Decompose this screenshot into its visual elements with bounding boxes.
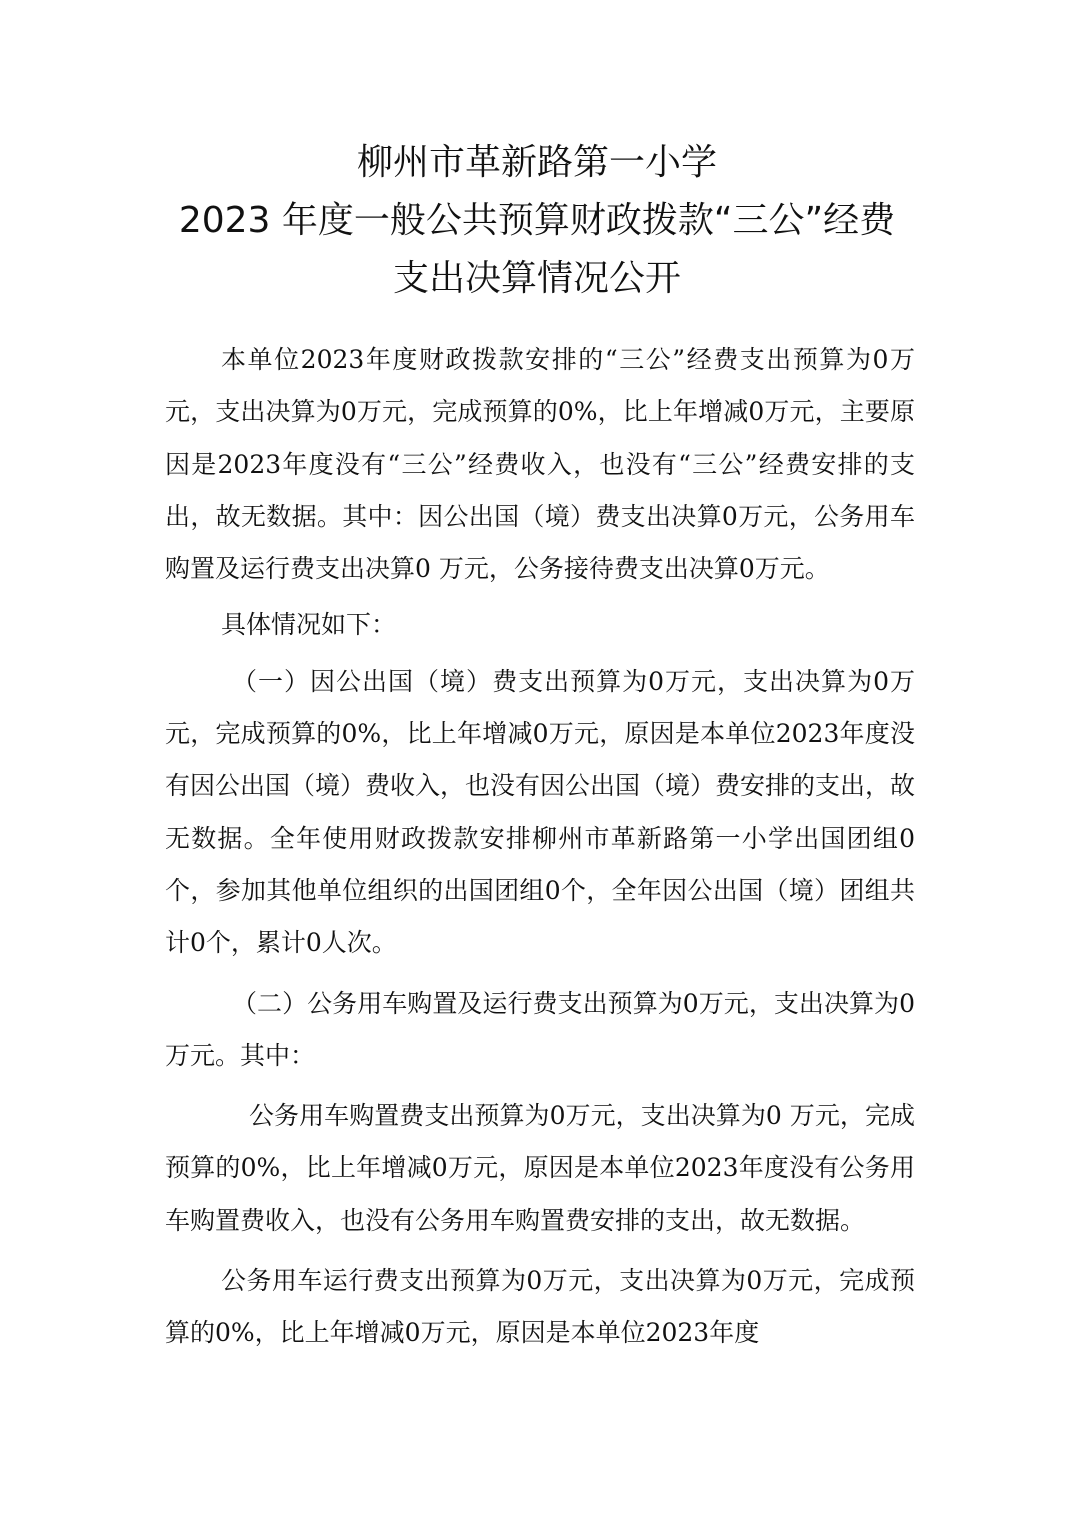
title-line-1: 柳州市革新路第一小学 bbox=[356, 142, 717, 183]
paragraph-summary: 本单位2023年度财政拨款安排的“三公”经费支出预算为0万元，支出决算为0万元，完成预算的0%，比上年增减0万元，主要原因是2023年度没有“三公”经费收入，也没有“三公”经费安排的支出，故无数据。其中：因公出国（境）费支出决算0万元，公务用车购置及运行费支出决算0 万元，公务接待费支出决算0万元。 bbox=[165, 345, 915, 584]
paragraph-vehicle-operation: 公务用车运行费支出预算为0万元，支出决算为0万元，完成预算的0%，比上年增减0万元，原因是本单位2023年度 bbox=[165, 1266, 915, 1348]
document-title bbox=[0, 134, 1074, 308]
paragraph-details-intro: 具体情况如下： bbox=[221, 610, 397, 640]
paragraph-section-1-overseas: （一）因公出国（境）费支出预算为0万元，支出决算为0万元，完成预算的0%，比上年增减0万元，原因是本单位2023年度没有因公出国（境）费收入，也没有因公出国（境）费安排的支出，故无数据。全年使用财政拨款安排柳州市革新路第一小学出国团组0个，参加其他单位组织的出国团组0个，全年因公出国（境）团组共计0个，累计0人次。 bbox=[165, 666, 916, 958]
paragraph-section-2-vehicles: （二）公务用车购置及运行费支出预算为0万元，支出决算为0万元。其中： bbox=[165, 988, 915, 1070]
title-line-3: 支出决算情况公开 bbox=[392, 258, 681, 299]
title-line-2: 2023 年度一般公共预算财政拨款“三公”经费 bbox=[178, 200, 896, 241]
document-body bbox=[165, 334, 915, 1360]
paragraph-vehicle-purchase: 公务用车购置费支出预算为0万元，支出决算为0 万元，完成预算的0%，比上年增减0万元，原因是本单位2023年度没有公务用车购置费收入，也没有公务用车购置费安排的支出，故无数据。 bbox=[165, 1101, 915, 1235]
